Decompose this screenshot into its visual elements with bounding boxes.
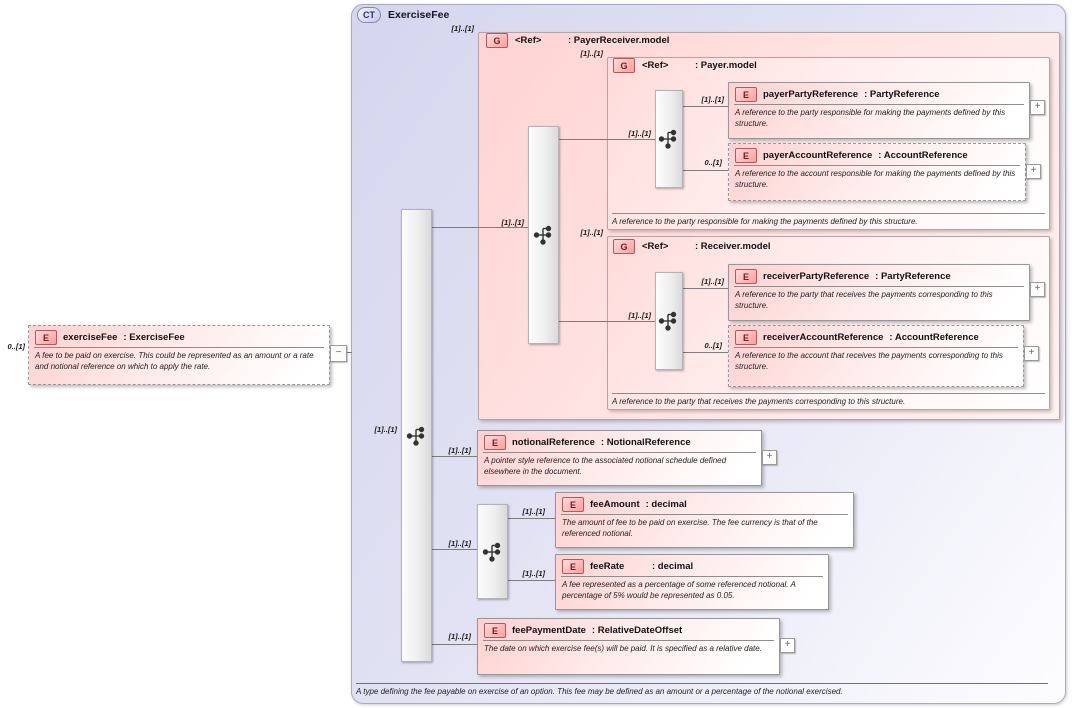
complex-type-title: ExerciseFee xyxy=(388,9,450,21)
sequence-icon xyxy=(658,310,680,332)
expand-icon[interactable]: + xyxy=(1024,346,1039,361)
element-payer-party-reference[interactable] xyxy=(728,82,1030,139)
element-name: payerAccountReference xyxy=(763,150,873,161)
element-annotation: A reference to the account responsible for making the payments defined by this structure. xyxy=(735,169,1016,189)
element-badge: E xyxy=(484,435,506,450)
group-name: <Ref> xyxy=(515,35,542,46)
choice-icon xyxy=(482,541,504,563)
element-type: : AccountReference xyxy=(889,332,979,343)
connector-to-payer-group xyxy=(557,139,655,140)
group-name: <Ref> xyxy=(642,60,669,71)
element-payer-account-reference[interactable] xyxy=(728,143,1026,201)
receiver-sequence-bar xyxy=(655,272,683,370)
group-type: : PayerReceiver.model xyxy=(568,35,670,46)
cardinality-payer-account-reference: 0..[1] xyxy=(704,158,722,167)
expand-icon[interactable]: + xyxy=(780,638,795,653)
payer-sequence-bar xyxy=(655,90,683,188)
cardinality-fee-choice: [1]..[1] xyxy=(448,539,471,548)
payer-receiver-sequence-bar xyxy=(528,126,559,344)
element-type: : PartyReference xyxy=(864,89,940,100)
cardinality-fee-payment-date: [1]..[1] xyxy=(448,632,471,641)
connector-to-payer-account-reference xyxy=(681,170,728,171)
element-notional-reference[interactable] xyxy=(477,430,762,486)
element-type: : ExerciseFee xyxy=(123,332,185,343)
element-badge: E xyxy=(562,559,584,574)
element-annotation: The date on which exercise fee(s) will be paid. It is specified as a relative date. xyxy=(484,644,762,653)
group-receiver-annotation: A reference to the party that receives the payments corresponding to this structure. xyxy=(612,393,1045,406)
cardinality-fee-rate: [1]..[1] xyxy=(522,569,545,578)
element-type: : RelativeDateOffset xyxy=(591,625,683,636)
connector-to-fee-choice xyxy=(431,549,477,550)
element-badge: E xyxy=(735,87,757,102)
element-name: payerPartyReference xyxy=(763,89,859,100)
element-exercise-fee[interactable] xyxy=(28,325,330,385)
element-badge: E xyxy=(735,269,757,284)
cardinality-root: 0..[1] xyxy=(7,342,25,351)
cardinality-payer-sequence: [1]..[1] xyxy=(628,129,651,138)
group-badge: G xyxy=(613,239,635,254)
expand-icon[interactable]: + xyxy=(1026,164,1041,179)
element-receiver-account-reference[interactable] xyxy=(728,325,1024,387)
connector-to-notional-reference xyxy=(431,456,477,457)
cardinality-payer-receiver-group: [1]..[1] xyxy=(451,24,474,33)
cardinality-main-sequence: [1]..[1] xyxy=(374,425,397,434)
element-badge: E xyxy=(562,497,584,512)
element-annotation: A reference to the account that receives the payments corresponding to this structure. xyxy=(735,351,1003,371)
connector-to-receiver-party-reference xyxy=(681,288,728,289)
element-badge: E xyxy=(484,623,506,638)
element-type: : PartyReference xyxy=(875,271,951,282)
connector-to-receiver-group xyxy=(557,321,655,322)
cardinality-receiver-group: [1]..[1] xyxy=(580,228,603,237)
complex-type-header xyxy=(357,7,449,23)
element-type: : NotionalReference xyxy=(600,437,691,448)
expand-icon[interactable]: + xyxy=(1030,100,1045,115)
sequence-icon xyxy=(406,425,428,447)
element-badge: E xyxy=(735,330,757,345)
sequence-icon xyxy=(658,128,680,150)
element-annotation: A reference to the party responsible for making the payments defined by this structure. xyxy=(735,108,1006,128)
fee-choice-bar xyxy=(477,504,508,599)
element-annotation: A reference to the party that receives the payments corresponding to this structure. xyxy=(735,290,993,310)
element-name: notionalReference xyxy=(512,437,595,448)
group-payer-annotation: A reference to the party responsible for making the payments defined by this structure. xyxy=(612,213,1045,226)
element-badge: E xyxy=(735,148,757,163)
element-annotation: The amount of fee to be paid on exercise. The fee currency is that of the referenced notional. xyxy=(562,518,818,538)
element-fee-payment-date[interactable] xyxy=(477,618,780,675)
cardinality-receiver-party-reference: [1]..[1] xyxy=(701,277,724,286)
element-name: receiverAccountReference xyxy=(763,332,884,343)
element-badge: E xyxy=(35,330,57,345)
expand-icon[interactable]: + xyxy=(762,450,777,465)
expand-icon[interactable]: + xyxy=(1030,282,1045,297)
sequence-icon xyxy=(533,224,555,246)
element-annotation: A fee to be paid on exercise. This could be represented as an amount or a rate and notional reference on which to apply the rate. xyxy=(35,351,314,371)
group-name: <Ref> xyxy=(642,241,669,252)
complex-type-annotation: A type defining the fee payable on exercise of an option. This fee may be defined as an amount or a percentage of the notional exercised. xyxy=(356,683,1048,696)
group-receiver-header xyxy=(613,239,771,254)
element-fee-amount[interactable] xyxy=(555,492,854,548)
element-name: exerciseFee xyxy=(63,332,118,343)
cardinality-payer-receiver-sequence: [1]..[1] xyxy=(501,218,524,227)
element-fee-rate[interactable] xyxy=(555,554,829,610)
cardinality-notional-reference: [1]..[1] xyxy=(448,446,471,455)
cardinality-fee-amount: [1]..[1] xyxy=(522,507,545,516)
group-badge: G xyxy=(486,33,508,48)
element-annotation: A fee represented as a percentage of some referenced notional. A percentage of 5% would be represented as 0.05. xyxy=(562,580,796,600)
element-name: feeAmount xyxy=(590,499,640,510)
group-payer-header xyxy=(613,58,757,73)
element-name: feePaymentDate xyxy=(512,625,586,636)
collapse-icon[interactable]: − xyxy=(330,345,347,362)
group-payer-receiver-header xyxy=(486,33,669,48)
element-annotation: A pointer style reference to the associated notional schedule defined elsewhere in the document. xyxy=(484,456,727,476)
connector-to-fee-payment-date xyxy=(431,644,477,645)
connector-to-payer-receiver xyxy=(431,227,528,228)
element-name: receiverPartyReference xyxy=(763,271,870,282)
connector-to-fee-amount xyxy=(506,518,555,519)
cardinality-payer-group: [1]..[1] xyxy=(580,49,603,58)
cardinality-receiver-sequence: [1]..[1] xyxy=(628,311,651,320)
element-name: feeRate xyxy=(590,561,625,572)
element-type: : decimal xyxy=(645,499,687,510)
group-type: : Payer.model xyxy=(695,60,757,71)
main-sequence-bar xyxy=(401,209,432,662)
element-type: : AccountReference xyxy=(878,150,968,161)
group-type: : Receiver.model xyxy=(695,241,771,252)
connector-to-payer-party-reference xyxy=(681,106,728,107)
cardinality-receiver-account-reference: 0..[1] xyxy=(704,341,722,350)
complex-type-badge: CT xyxy=(357,7,381,23)
connector-to-receiver-account-reference xyxy=(681,352,728,353)
element-type: : decimal xyxy=(652,561,694,572)
cardinality-payer-party-reference: [1]..[1] xyxy=(701,95,724,104)
connector-to-fee-rate xyxy=(506,580,555,581)
element-receiver-party-reference[interactable] xyxy=(728,264,1030,321)
group-badge: G xyxy=(613,58,635,73)
